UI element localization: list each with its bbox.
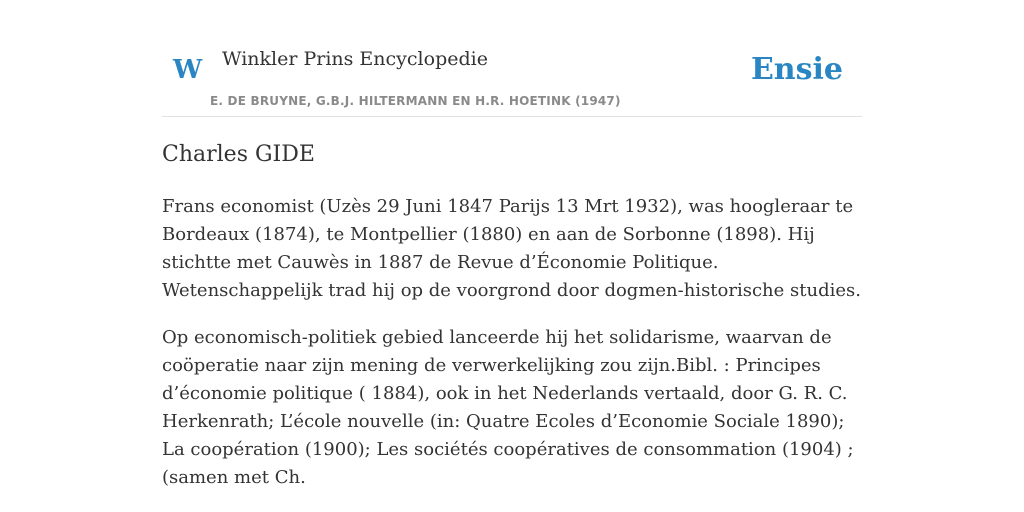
ensie-logo-link[interactable]: Ensie [750, 52, 843, 87]
site-logo-icon[interactable]: W [173, 55, 203, 85]
source-authors: E. DE BRUYNE, G.B.J. HILTERMANN EN H.R. HOETINK (1947) [210, 94, 621, 108]
article-body [162, 140, 862, 492]
article-title: Charles GIDE [162, 142, 315, 167]
article-paragraph-2: Op economisch-politiek gebied lanceerde hij het solidarisme, waarvan de coöperatie naar zijn mening de verwerkelijking zou zijn.Bibl. : Principes d’économie politique ( 1884), ook in het Nederlands vertaald, door G. R. C. Herkenrath; L’école nouvelle (in: Quatre Ecoles d’Economie Sociale 1890); La coopération (1900); Les sociétés coopératives de consommation (1904) ; (samen met Ch. [162, 327, 854, 488]
article-paragraph-1: Frans economist (Uzès 29 Juni 1847 Parijs 13 Mrt 1932), was hoogleraar te Bordeaux (1874), te Montpellier (1880) en aan de Sorbonne (1898). Hij stichtte met Cauwès in 1887 de Revue d’Économie Politique. Wetenschappelijk trad hij op de voorgrond door dogmen-historische studies. [162, 196, 861, 301]
site-header [162, 0, 862, 117]
site-title-link[interactable]: Winkler Prins Encyclopedie [222, 48, 488, 70]
